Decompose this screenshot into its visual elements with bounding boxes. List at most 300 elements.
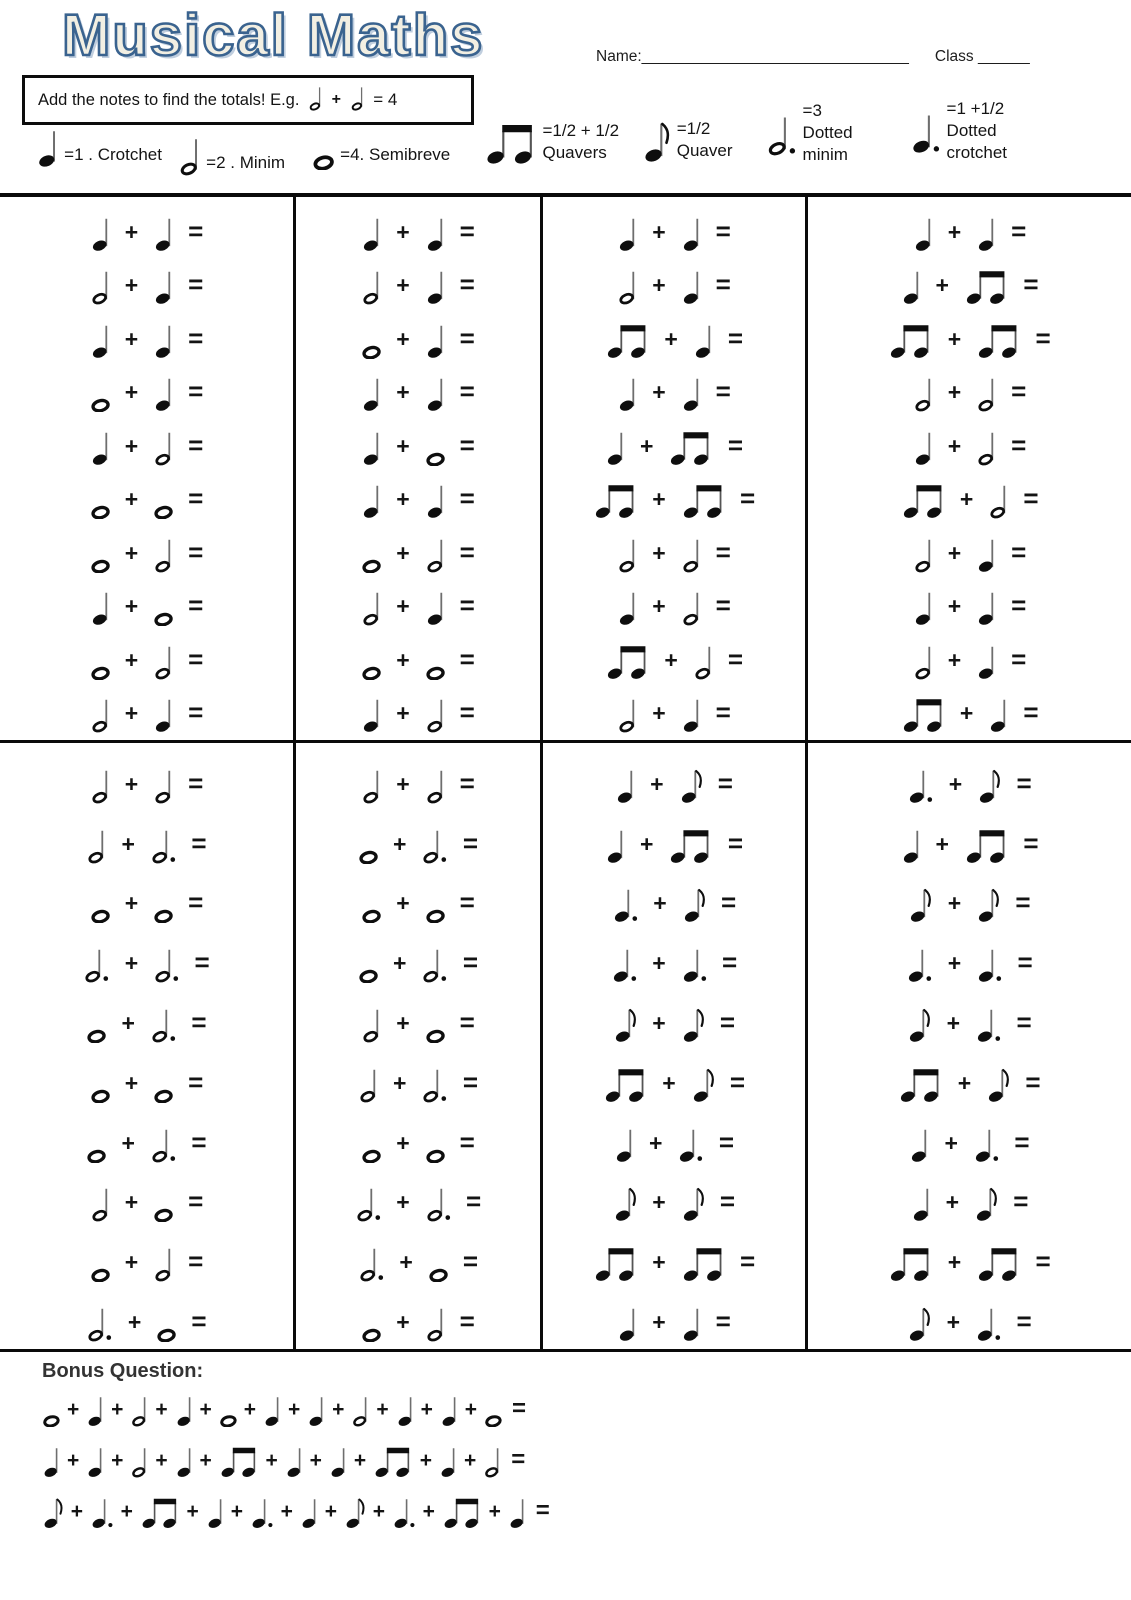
note-minim-icon bbox=[130, 1444, 148, 1478]
note-dotted-crotchet-icon bbox=[681, 945, 707, 983]
equals-sign: = bbox=[188, 322, 204, 353]
problem-row bbox=[296, 255, 540, 309]
equals-sign: = bbox=[727, 643, 743, 674]
note-quaver-icon bbox=[613, 1005, 637, 1043]
problem-row bbox=[543, 683, 805, 737]
note-dotted-minim-icon bbox=[355, 1184, 381, 1222]
note-quavers-icon bbox=[605, 642, 649, 680]
note-minim-icon bbox=[425, 1304, 445, 1342]
problem-row bbox=[0, 201, 293, 255]
plus-sign: + bbox=[124, 646, 139, 673]
note-minim-icon bbox=[425, 535, 445, 573]
problem-row bbox=[296, 362, 540, 416]
plus-sign: + bbox=[376, 1398, 389, 1421]
equals-sign: = bbox=[459, 376, 475, 406]
equals-sign: = bbox=[1016, 1305, 1032, 1336]
problem-row bbox=[0, 629, 293, 683]
problem-row bbox=[808, 362, 1131, 416]
note-crotchet-icon bbox=[90, 428, 110, 466]
plus-sign: + bbox=[957, 1069, 972, 1096]
problem-row bbox=[808, 201, 1131, 255]
equals-sign: = bbox=[188, 767, 204, 798]
equals-sign: = bbox=[1016, 767, 1032, 798]
note-minim-icon bbox=[90, 695, 110, 733]
problem-row bbox=[296, 576, 540, 630]
plus-sign: + bbox=[652, 218, 666, 245]
note-semibreve-icon bbox=[358, 826, 378, 864]
equals-sign: = bbox=[188, 215, 204, 246]
problem-row bbox=[543, 522, 805, 576]
problem-row bbox=[0, 807, 293, 867]
note-minim-icon bbox=[130, 1393, 148, 1427]
plus-sign: + bbox=[199, 1449, 212, 1472]
note-quaver-icon bbox=[977, 766, 1001, 804]
note-minim-icon bbox=[425, 695, 445, 733]
plus-sign: + bbox=[945, 1189, 960, 1216]
note-crotchet-icon bbox=[508, 1495, 526, 1529]
problem-row bbox=[808, 683, 1131, 737]
note-quavers-icon bbox=[964, 826, 1008, 864]
problem-row bbox=[296, 1106, 540, 1166]
equals-sign: = bbox=[720, 887, 737, 918]
plus-sign: + bbox=[650, 770, 664, 797]
plus-sign: + bbox=[121, 1129, 135, 1156]
note-crotchet-icon bbox=[614, 1125, 634, 1163]
plus-sign: + bbox=[121, 1009, 135, 1036]
problem-row bbox=[543, 362, 805, 416]
problem-row bbox=[808, 986, 1131, 1046]
plus-sign: + bbox=[947, 1249, 962, 1276]
note-quaver-icon bbox=[908, 885, 932, 923]
plus-sign: + bbox=[124, 486, 139, 512]
problem-row bbox=[0, 1285, 293, 1345]
note-crotchet-icon bbox=[976, 642, 996, 680]
note-semibreve-icon bbox=[90, 1244, 110, 1282]
note-crotchet-icon bbox=[175, 1444, 193, 1478]
problem-row bbox=[543, 469, 805, 523]
note-crotchet-icon bbox=[425, 321, 445, 359]
plus-sign: + bbox=[124, 1069, 139, 1096]
problem-row bbox=[808, 747, 1131, 807]
equals-sign: = bbox=[1035, 322, 1051, 353]
plus-sign: + bbox=[935, 272, 949, 298]
note-semibreve-icon bbox=[361, 1304, 381, 1342]
problem-row bbox=[0, 747, 293, 807]
plus-sign: + bbox=[396, 218, 410, 245]
legend bbox=[0, 0, 1131, 193]
note-crotchet-icon bbox=[440, 1393, 458, 1427]
note-semibreve-icon bbox=[90, 374, 110, 412]
note-semibreve-icon bbox=[153, 1065, 173, 1103]
note-quavers-icon bbox=[373, 1444, 413, 1478]
plus-sign: + bbox=[959, 486, 974, 512]
note-semibreve-icon bbox=[153, 1184, 173, 1222]
problem-row bbox=[0, 522, 293, 576]
note-quaver-icon bbox=[682, 885, 706, 923]
equals-sign: = bbox=[459, 590, 475, 620]
equals-sign: = bbox=[718, 1126, 735, 1157]
equals-sign: = bbox=[722, 947, 738, 978]
problems-grid bbox=[0, 193, 1131, 1352]
equals-sign: = bbox=[715, 215, 731, 246]
legend-label-line: Dotted bbox=[802, 123, 853, 143]
note-dotted-crotchet-icon bbox=[250, 1495, 274, 1529]
note-dotted-crotchet-icon bbox=[612, 885, 638, 923]
note-crotchet-icon bbox=[615, 766, 635, 804]
note-semibreve-icon bbox=[425, 1125, 445, 1163]
plus-sign: + bbox=[948, 770, 963, 797]
note-semibreve-icon bbox=[90, 535, 110, 573]
note-crotchet-icon bbox=[307, 1393, 325, 1427]
plus-sign: + bbox=[947, 539, 962, 566]
equals-sign: = bbox=[727, 827, 743, 858]
problem-row bbox=[808, 576, 1131, 630]
equals-sign: = bbox=[739, 1246, 756, 1277]
equals-sign: = bbox=[191, 1305, 207, 1336]
note-crotchet-icon bbox=[617, 214, 637, 252]
plus-sign: + bbox=[124, 770, 139, 797]
note-crotchet-icon bbox=[361, 695, 381, 733]
problem-row bbox=[296, 415, 540, 469]
legend-label-line: Quaver bbox=[676, 141, 733, 161]
plus-sign: + bbox=[155, 1398, 168, 1421]
plus-sign: + bbox=[422, 1500, 435, 1523]
note-minim-icon bbox=[361, 267, 381, 305]
equals-sign: = bbox=[462, 1066, 479, 1097]
note-quaver-icon bbox=[42, 1495, 64, 1529]
plus-sign: + bbox=[243, 1398, 257, 1421]
plus-sign: + bbox=[396, 700, 410, 726]
equals-sign: = bbox=[188, 269, 204, 299]
note-crotchet-icon bbox=[425, 374, 445, 412]
note-semibreve-icon bbox=[90, 642, 110, 680]
name-label: Name: bbox=[596, 48, 642, 65]
problem-row bbox=[808, 1225, 1131, 1285]
plus-sign: + bbox=[393, 950, 407, 977]
equals-sign: = bbox=[188, 590, 204, 620]
note-crotchet-icon bbox=[86, 1444, 104, 1478]
note-semibreve-icon bbox=[156, 1304, 176, 1342]
problem-row bbox=[0, 1106, 293, 1166]
equals-sign: = bbox=[1011, 536, 1027, 567]
problems-column bbox=[805, 197, 1131, 740]
equals-sign: = bbox=[194, 947, 210, 978]
plus-sign: + bbox=[396, 272, 410, 298]
problem-row bbox=[0, 867, 293, 927]
problem-row bbox=[0, 255, 293, 309]
equals-sign: = bbox=[715, 697, 731, 727]
note-crotchet-icon bbox=[361, 428, 381, 466]
note-quaver-icon bbox=[613, 1184, 637, 1222]
problem-row bbox=[808, 1285, 1131, 1345]
note-crotchet-icon bbox=[263, 1393, 281, 1427]
equals-sign: = bbox=[727, 322, 743, 353]
equals-sign: = bbox=[459, 536, 475, 567]
note-quavers-icon bbox=[593, 481, 637, 519]
plus-sign: + bbox=[155, 1449, 168, 1472]
note-quavers-icon bbox=[681, 1244, 725, 1282]
note-semibreve-icon bbox=[90, 885, 110, 923]
equals-sign: = bbox=[1035, 1246, 1051, 1277]
note-quavers-icon bbox=[605, 321, 649, 359]
note-semibreve-icon bbox=[153, 481, 173, 519]
note-semibreve-icon bbox=[90, 1065, 110, 1103]
note-dotted-crotchet-icon bbox=[907, 766, 933, 804]
problems-column bbox=[805, 743, 1131, 1349]
note-minim-icon bbox=[681, 535, 701, 573]
note-quavers-icon bbox=[484, 120, 537, 165]
note-quaver-icon bbox=[691, 1065, 715, 1103]
plus-sign: + bbox=[420, 1398, 433, 1421]
plus-sign: + bbox=[124, 1249, 139, 1276]
equals-sign: = bbox=[1015, 887, 1031, 918]
problem-row bbox=[543, 807, 805, 867]
plus-sign: + bbox=[396, 1009, 410, 1036]
plus-sign: + bbox=[309, 1449, 322, 1472]
plus-sign: + bbox=[111, 1398, 124, 1421]
note-minim-icon bbox=[90, 766, 110, 804]
note-minim-icon bbox=[358, 1065, 378, 1103]
equals-sign: = bbox=[719, 1006, 736, 1037]
equals-sign: = bbox=[188, 887, 204, 918]
plus-sign: + bbox=[124, 950, 139, 977]
note-minim-icon bbox=[617, 267, 637, 305]
problem-row bbox=[543, 1046, 805, 1106]
problems-column bbox=[293, 743, 540, 1349]
note-quavers-icon bbox=[219, 1444, 259, 1478]
problem-row bbox=[543, 747, 805, 807]
plus-sign: + bbox=[372, 1500, 386, 1523]
problem-row bbox=[808, 1166, 1131, 1226]
note-dotted-minim-icon bbox=[358, 1244, 384, 1282]
note-crotchet-icon bbox=[425, 588, 445, 626]
equals-sign: = bbox=[715, 269, 731, 299]
note-crotchet-icon bbox=[913, 428, 933, 466]
note-semibreve-icon bbox=[361, 321, 381, 359]
instruction-text: Add the notes to find the totals! E.g. bbox=[38, 90, 300, 109]
note-crotchet-icon bbox=[42, 1444, 60, 1478]
note-minim-icon bbox=[913, 642, 933, 680]
equals-sign: = bbox=[459, 643, 475, 674]
problem-row bbox=[0, 415, 293, 469]
note-crotchet-icon bbox=[681, 1304, 701, 1342]
note-quavers-icon bbox=[976, 321, 1020, 359]
plus-sign: + bbox=[652, 593, 666, 619]
problem-row bbox=[808, 255, 1131, 309]
plus-sign: + bbox=[652, 272, 666, 298]
equals-sign: = bbox=[459, 215, 475, 246]
note-minim-icon bbox=[153, 642, 173, 680]
legend-item-quaver bbox=[642, 118, 733, 163]
note-dotted-minim-icon bbox=[421, 1065, 447, 1103]
note-crotchet-icon bbox=[361, 374, 381, 412]
equals-sign: = bbox=[459, 697, 475, 727]
bonus-row bbox=[42, 1393, 1102, 1427]
note-quaver-icon bbox=[907, 1005, 931, 1043]
note-minim-icon bbox=[351, 1393, 369, 1427]
problem-row bbox=[543, 255, 805, 309]
note-minim-icon bbox=[361, 1005, 381, 1043]
equals-sign: = bbox=[1011, 376, 1027, 406]
plus-sign: + bbox=[396, 539, 410, 566]
note-minim-icon bbox=[425, 766, 445, 804]
plus-sign: + bbox=[393, 830, 407, 857]
equals-sign: = bbox=[1017, 947, 1033, 978]
equals-sign: = bbox=[188, 697, 204, 727]
note-minim-icon bbox=[681, 588, 701, 626]
note-crotchet-icon bbox=[206, 1495, 224, 1529]
note-minim-icon bbox=[86, 826, 106, 864]
note-crotchet-icon bbox=[153, 267, 173, 305]
note-crotchet-icon bbox=[90, 214, 110, 252]
plus-sign: + bbox=[947, 379, 962, 405]
problems-section-top bbox=[0, 193, 1131, 740]
note-crotchet-icon bbox=[681, 695, 701, 733]
note-dotted-crotchet-icon bbox=[906, 945, 932, 983]
problem-row bbox=[0, 683, 293, 737]
problem-row bbox=[0, 926, 293, 986]
problem-row bbox=[296, 1225, 540, 1285]
problem-row bbox=[808, 1046, 1131, 1106]
plus-sign: + bbox=[265, 1449, 278, 1472]
plus-sign: + bbox=[332, 1398, 345, 1421]
plus-sign: + bbox=[396, 1129, 410, 1156]
note-dotted-minim-icon bbox=[86, 1304, 112, 1342]
note-semibreve-icon bbox=[425, 642, 445, 680]
problem-row bbox=[0, 1166, 293, 1226]
note-semibreve-icon bbox=[86, 1005, 106, 1043]
note-semibreve-icon bbox=[361, 885, 381, 923]
note-quavers-icon bbox=[681, 481, 725, 519]
note-crotchet-icon bbox=[361, 214, 381, 252]
note-quaver-icon bbox=[681, 1005, 705, 1043]
legend-label-line: Dotted bbox=[946, 121, 997, 141]
plus-sign: + bbox=[947, 890, 962, 917]
note-dotted-crotchet-icon bbox=[976, 945, 1002, 983]
legend-label bbox=[206, 152, 285, 174]
plus-sign: + bbox=[652, 700, 666, 726]
problem-row bbox=[296, 867, 540, 927]
equals-sign: = bbox=[188, 1066, 204, 1097]
plus-sign: + bbox=[124, 1189, 139, 1216]
note-crotchet-icon bbox=[976, 214, 996, 252]
plus-sign: + bbox=[186, 1500, 199, 1523]
class-label: Class bbox=[934, 48, 974, 65]
note-quaver-icon bbox=[642, 118, 671, 163]
legend-label bbox=[803, 100, 853, 166]
note-crotchet-icon bbox=[425, 481, 445, 519]
note-semibreve-icon bbox=[361, 1125, 381, 1163]
problem-row bbox=[808, 807, 1131, 867]
plus-sign: + bbox=[959, 700, 974, 726]
legend-label-line: crotchet bbox=[946, 143, 1008, 163]
note-quavers-icon bbox=[901, 695, 945, 733]
note-minim-icon bbox=[913, 535, 933, 573]
plus-sign: + bbox=[947, 950, 962, 977]
bonus-row bbox=[42, 1444, 1102, 1478]
problem-row bbox=[543, 1106, 805, 1166]
note-crotchet-icon bbox=[36, 126, 58, 168]
note-crotchet-icon bbox=[605, 428, 625, 466]
equals-sign: = bbox=[511, 1446, 526, 1473]
note-semibreve-icon bbox=[219, 1393, 237, 1427]
legend-label-line: =1/2 bbox=[676, 119, 711, 138]
note-crotchet-icon bbox=[153, 695, 173, 733]
note-crotchet-icon bbox=[681, 267, 701, 305]
problems-column bbox=[0, 197, 293, 740]
equals-sign: = bbox=[1014, 1126, 1030, 1157]
plus-sign: + bbox=[70, 1500, 83, 1523]
note-semibreve-icon bbox=[358, 945, 378, 983]
equals-sign: = bbox=[719, 1186, 736, 1217]
note-quaver-icon bbox=[976, 885, 1000, 923]
equals-sign: = bbox=[1023, 483, 1039, 513]
plus-sign: + bbox=[652, 379, 666, 405]
note-minim-icon bbox=[976, 374, 996, 412]
problem-row bbox=[808, 629, 1131, 683]
plus-sign: + bbox=[652, 950, 666, 977]
note-dotted-minim-icon bbox=[766, 100, 797, 156]
problems-column bbox=[0, 743, 293, 1349]
problem-row bbox=[296, 469, 540, 523]
note-dotted-crotchet-icon bbox=[975, 1304, 1001, 1342]
note-crotchet-icon bbox=[396, 1393, 414, 1427]
note-crotchet-icon bbox=[617, 374, 637, 412]
note-crotchet-icon bbox=[681, 214, 701, 252]
equals-sign: = bbox=[459, 269, 475, 299]
note-crotchet-icon bbox=[901, 267, 921, 305]
note-minim-icon bbox=[988, 481, 1008, 519]
note-crotchet-icon bbox=[361, 481, 381, 519]
plus-sign: + bbox=[124, 272, 139, 298]
problem-row bbox=[0, 362, 293, 416]
equals-sign: = bbox=[459, 483, 475, 513]
note-dotted-minim-icon bbox=[421, 945, 447, 983]
problem-row bbox=[296, 629, 540, 683]
note-crotchet-icon bbox=[175, 1393, 193, 1427]
equals-sign: = bbox=[1023, 827, 1039, 858]
note-crotchet-icon bbox=[913, 588, 933, 626]
problems-column bbox=[540, 743, 805, 1349]
note-quaver-icon bbox=[907, 1304, 931, 1342]
problem-row bbox=[0, 1225, 293, 1285]
example-result: = 4 bbox=[373, 90, 398, 109]
bonus-row bbox=[42, 1495, 1102, 1529]
equals-sign: = bbox=[729, 1066, 746, 1097]
plus-sign: + bbox=[280, 1500, 293, 1523]
problem-row bbox=[808, 1106, 1131, 1166]
equals-sign: = bbox=[462, 827, 479, 858]
plus-sign: + bbox=[230, 1500, 243, 1523]
note-quavers-icon bbox=[901, 481, 945, 519]
plus-sign: + bbox=[124, 593, 139, 619]
note-minim-icon bbox=[617, 535, 637, 573]
plus-sign: + bbox=[464, 1449, 477, 1472]
problem-row bbox=[543, 629, 805, 683]
plus-sign: + bbox=[396, 1308, 410, 1335]
problem-row bbox=[0, 986, 293, 1046]
legend-label-line: =3 bbox=[802, 101, 822, 120]
note-quavers-icon bbox=[593, 1244, 637, 1282]
note-crotchet-icon bbox=[617, 1304, 637, 1342]
problems-column bbox=[293, 197, 540, 740]
plus-sign: + bbox=[947, 593, 962, 619]
equals-sign: = bbox=[191, 827, 207, 858]
legend-item-quavers bbox=[484, 120, 619, 165]
note-minim-icon bbox=[976, 428, 996, 466]
note-crotchet-icon bbox=[153, 374, 173, 412]
legend-label bbox=[543, 120, 620, 164]
